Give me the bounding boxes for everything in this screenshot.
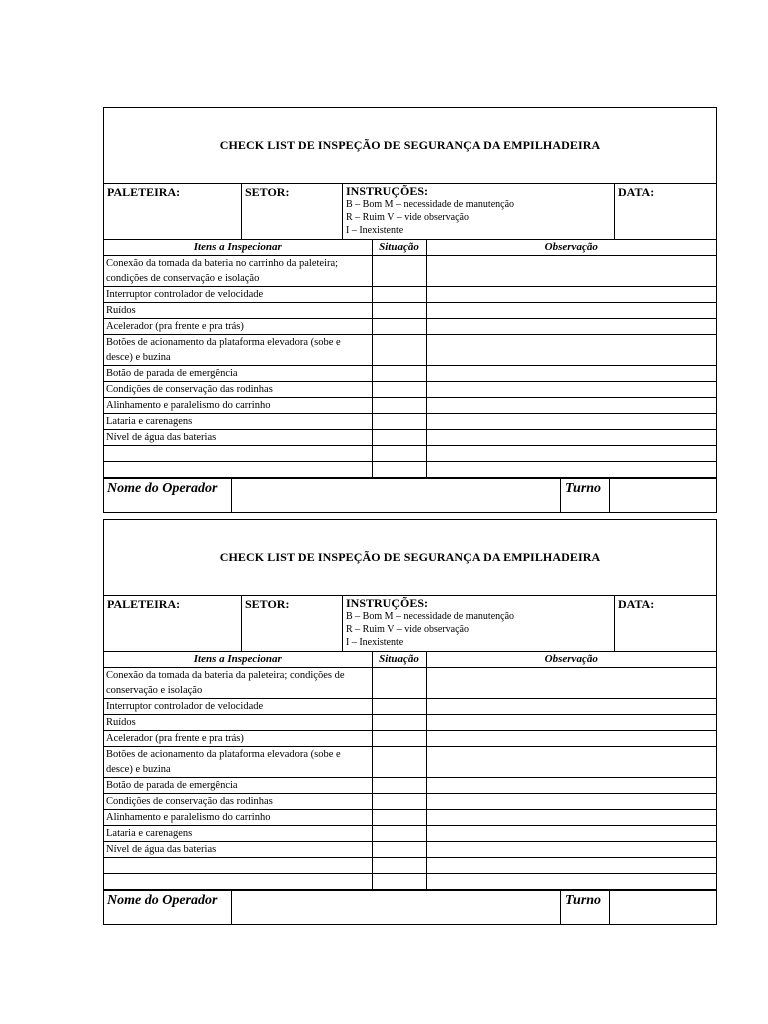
form-title: CHECK LIST DE INSPEÇÃO DE SEGURANÇA DA EMPILHADEIRA: [104, 108, 716, 184]
inspection-item[interactable]: [104, 446, 372, 462]
operator-name-field[interactable]: [232, 891, 561, 924]
situacao-cell[interactable]: [372, 810, 426, 826]
observacao-cell[interactable]: [426, 319, 716, 335]
observacao-cell[interactable]: [426, 446, 716, 462]
paleteira-label: PALETEIRA:: [107, 185, 181, 199]
situacao-cell[interactable]: [372, 668, 426, 699]
situacao-cell[interactable]: [372, 731, 426, 747]
observacao-cell[interactable]: [426, 747, 716, 778]
table-row: [104, 256, 716, 287]
operator-row: [104, 478, 716, 512]
situacao-cell[interactable]: [372, 794, 426, 810]
situacao-cell[interactable]: [372, 462, 426, 478]
paleteira-field[interactable]: [104, 596, 242, 651]
table-row: [104, 414, 716, 430]
table-row: [104, 778, 716, 794]
situacao-cell[interactable]: [372, 398, 426, 414]
table-row: [104, 382, 716, 398]
table-row: [104, 366, 716, 382]
inspection-item: Conexão da tomada da bateria no carrinho da paleteira; condições de conservação e isolação: [104, 256, 372, 287]
column-header-itens: Itens a Inspecionar: [104, 652, 372, 668]
observacao-cell[interactable]: [426, 414, 716, 430]
inspection-item: Botão de parada de emergência: [104, 778, 372, 794]
observacao-cell[interactable]: [426, 335, 716, 366]
setor-field[interactable]: [242, 184, 343, 239]
checklist-form: [103, 107, 717, 513]
column-header-situacao: Situação: [372, 652, 426, 668]
instructions-line-1: B – Bom M – necessidade de manutenção: [346, 199, 515, 210]
inspection-item: Lataria e carenagens: [104, 826, 372, 842]
table-row: [104, 446, 716, 462]
inspection-item[interactable]: [104, 858, 372, 874]
observacao-cell[interactable]: [426, 731, 716, 747]
operator-name-field[interactable]: [232, 479, 561, 512]
column-header-itens: Itens a Inspecionar: [104, 240, 372, 256]
observacao-cell[interactable]: [426, 778, 716, 794]
inspection-item: Acelerador (pra frente e pra trás): [104, 731, 372, 747]
observacao-cell[interactable]: [426, 858, 716, 874]
column-header-observacao: Observação: [426, 652, 716, 668]
situacao-cell[interactable]: [372, 858, 426, 874]
table-row: [104, 826, 716, 842]
inspection-item: Ruídos: [104, 715, 372, 731]
table-header-row: [104, 240, 716, 256]
turno-label: Turno: [561, 891, 610, 924]
observacao-cell[interactable]: [426, 256, 716, 287]
inspection-item: Alinhamento e paralelismo do carrinho: [104, 810, 372, 826]
inspection-table: [104, 652, 716, 890]
situacao-cell[interactable]: [372, 699, 426, 715]
situacao-cell[interactable]: [372, 303, 426, 319]
operator-label: Nome do Operador: [104, 479, 232, 512]
data-label: DATA:: [618, 597, 655, 611]
observacao-cell[interactable]: [426, 668, 716, 699]
situacao-cell[interactable]: [372, 778, 426, 794]
table-header-row: [104, 652, 716, 668]
table-row: [104, 287, 716, 303]
table-row: [104, 430, 716, 446]
inspection-item[interactable]: [104, 462, 372, 478]
turno-label: Turno: [561, 479, 610, 512]
situacao-cell[interactable]: [372, 256, 426, 287]
operator-label: Nome do Operador: [104, 891, 232, 924]
inspection-item: Lataria e carenagens: [104, 414, 372, 430]
observacao-cell[interactable]: [426, 462, 716, 478]
observacao-cell[interactable]: [426, 366, 716, 382]
turno-field[interactable]: [610, 891, 716, 924]
situacao-cell[interactable]: [372, 414, 426, 430]
paleteira-label: PALETEIRA:: [107, 597, 181, 611]
instructions-line-2: R – Ruim V – vide observação: [346, 212, 469, 223]
inspection-item: Condições de conservação das rodinhas: [104, 794, 372, 810]
column-header-observacao: Observação: [426, 240, 716, 256]
inspection-item: Ruídos: [104, 303, 372, 319]
inspection-item: Conexão da tomada da bateria da paleteira; condições de conservação e isolação: [104, 668, 372, 699]
checklist-form: [103, 519, 717, 925]
table-row: [104, 398, 716, 414]
inspection-item: Interruptor controlador de velocidade: [104, 699, 372, 715]
observacao-cell[interactable]: [426, 826, 716, 842]
table-row: [104, 794, 716, 810]
situacao-cell[interactable]: [372, 382, 426, 398]
table-row: [104, 319, 716, 335]
inspection-item: Botões de acionamento da plataforma elevadora (sobe e desce) e buzina: [104, 747, 372, 778]
table-row: [104, 842, 716, 858]
form-title: CHECK LIST DE INSPEÇÃO DE SEGURANÇA DA EMPILHADEIRA: [104, 520, 716, 596]
turno-field[interactable]: [610, 479, 716, 512]
inspection-item: Interruptor controlador de velocidade: [104, 287, 372, 303]
table-row: [104, 303, 716, 319]
situacao-cell[interactable]: [372, 842, 426, 858]
table-row: [104, 731, 716, 747]
instructions-line-2: R – Ruim V – vide observação: [346, 624, 469, 635]
header-row: [104, 184, 716, 240]
inspection-item: Nível de água das baterias: [104, 842, 372, 858]
setor-label: SETOR:: [245, 185, 290, 199]
inspection-item[interactable]: [104, 874, 372, 890]
observacao-cell[interactable]: [426, 287, 716, 303]
header-row: [104, 596, 716, 652]
table-row: [104, 699, 716, 715]
inspection-item: Botão de parada de emergência: [104, 366, 372, 382]
instructions-line-1: B – Bom M – necessidade de manutenção: [346, 611, 515, 622]
table-row: [104, 462, 716, 478]
setor-label: SETOR:: [245, 597, 290, 611]
data-field[interactable]: [615, 184, 716, 239]
inspection-item: Condições de conservação das rodinhas: [104, 382, 372, 398]
observacao-cell[interactable]: [426, 430, 716, 446]
situacao-cell[interactable]: [372, 826, 426, 842]
instructions-line-3: I – Inexistente: [346, 637, 404, 648]
situacao-cell[interactable]: [372, 287, 426, 303]
table-row: [104, 810, 716, 826]
situacao-cell[interactable]: [372, 747, 426, 778]
observacao-cell[interactable]: [426, 715, 716, 731]
situacao-cell[interactable]: [372, 430, 426, 446]
situacao-cell[interactable]: [372, 319, 426, 335]
inspection-item: Botões de acionamento da plataforma elevadora (sobe e desce) e buzina: [104, 335, 372, 366]
table-row: [104, 858, 716, 874]
situacao-cell[interactable]: [372, 874, 426, 890]
observacao-cell[interactable]: [426, 874, 716, 890]
situacao-cell[interactable]: [372, 366, 426, 382]
situacao-cell[interactable]: [372, 715, 426, 731]
inspection-item: Acelerador (pra frente e pra trás): [104, 319, 372, 335]
paleteira-field[interactable]: [104, 184, 242, 239]
observacao-cell[interactable]: [426, 842, 716, 858]
data-field[interactable]: [615, 596, 716, 651]
instructions-box: [343, 596, 615, 651]
table-row: [104, 335, 716, 366]
instructions-line-3: I – Inexistente: [346, 225, 404, 236]
table-row: [104, 874, 716, 890]
observacao-cell[interactable]: [426, 382, 716, 398]
column-header-situacao: Situação: [372, 240, 426, 256]
inspection-table: [104, 240, 716, 478]
inspection-item: Alinhamento e paralelismo do carrinho: [104, 398, 372, 414]
table-row: [104, 715, 716, 731]
situacao-cell[interactable]: [372, 335, 426, 366]
instructions-label: INSTRUÇÕES:: [346, 184, 429, 198]
observacao-cell[interactable]: [426, 794, 716, 810]
situacao-cell[interactable]: [372, 446, 426, 462]
data-label: DATA:: [618, 185, 655, 199]
table-row: [104, 747, 716, 778]
instructions-box: [343, 184, 615, 239]
operator-row: [104, 890, 716, 924]
observacao-cell[interactable]: [426, 303, 716, 319]
observacao-cell[interactable]: [426, 810, 716, 826]
observacao-cell[interactable]: [426, 699, 716, 715]
inspection-item: Nível de água das baterias: [104, 430, 372, 446]
table-row: [104, 668, 716, 699]
observacao-cell[interactable]: [426, 398, 716, 414]
setor-field[interactable]: [242, 596, 343, 651]
instructions-label: INSTRUÇÕES:: [346, 596, 429, 610]
